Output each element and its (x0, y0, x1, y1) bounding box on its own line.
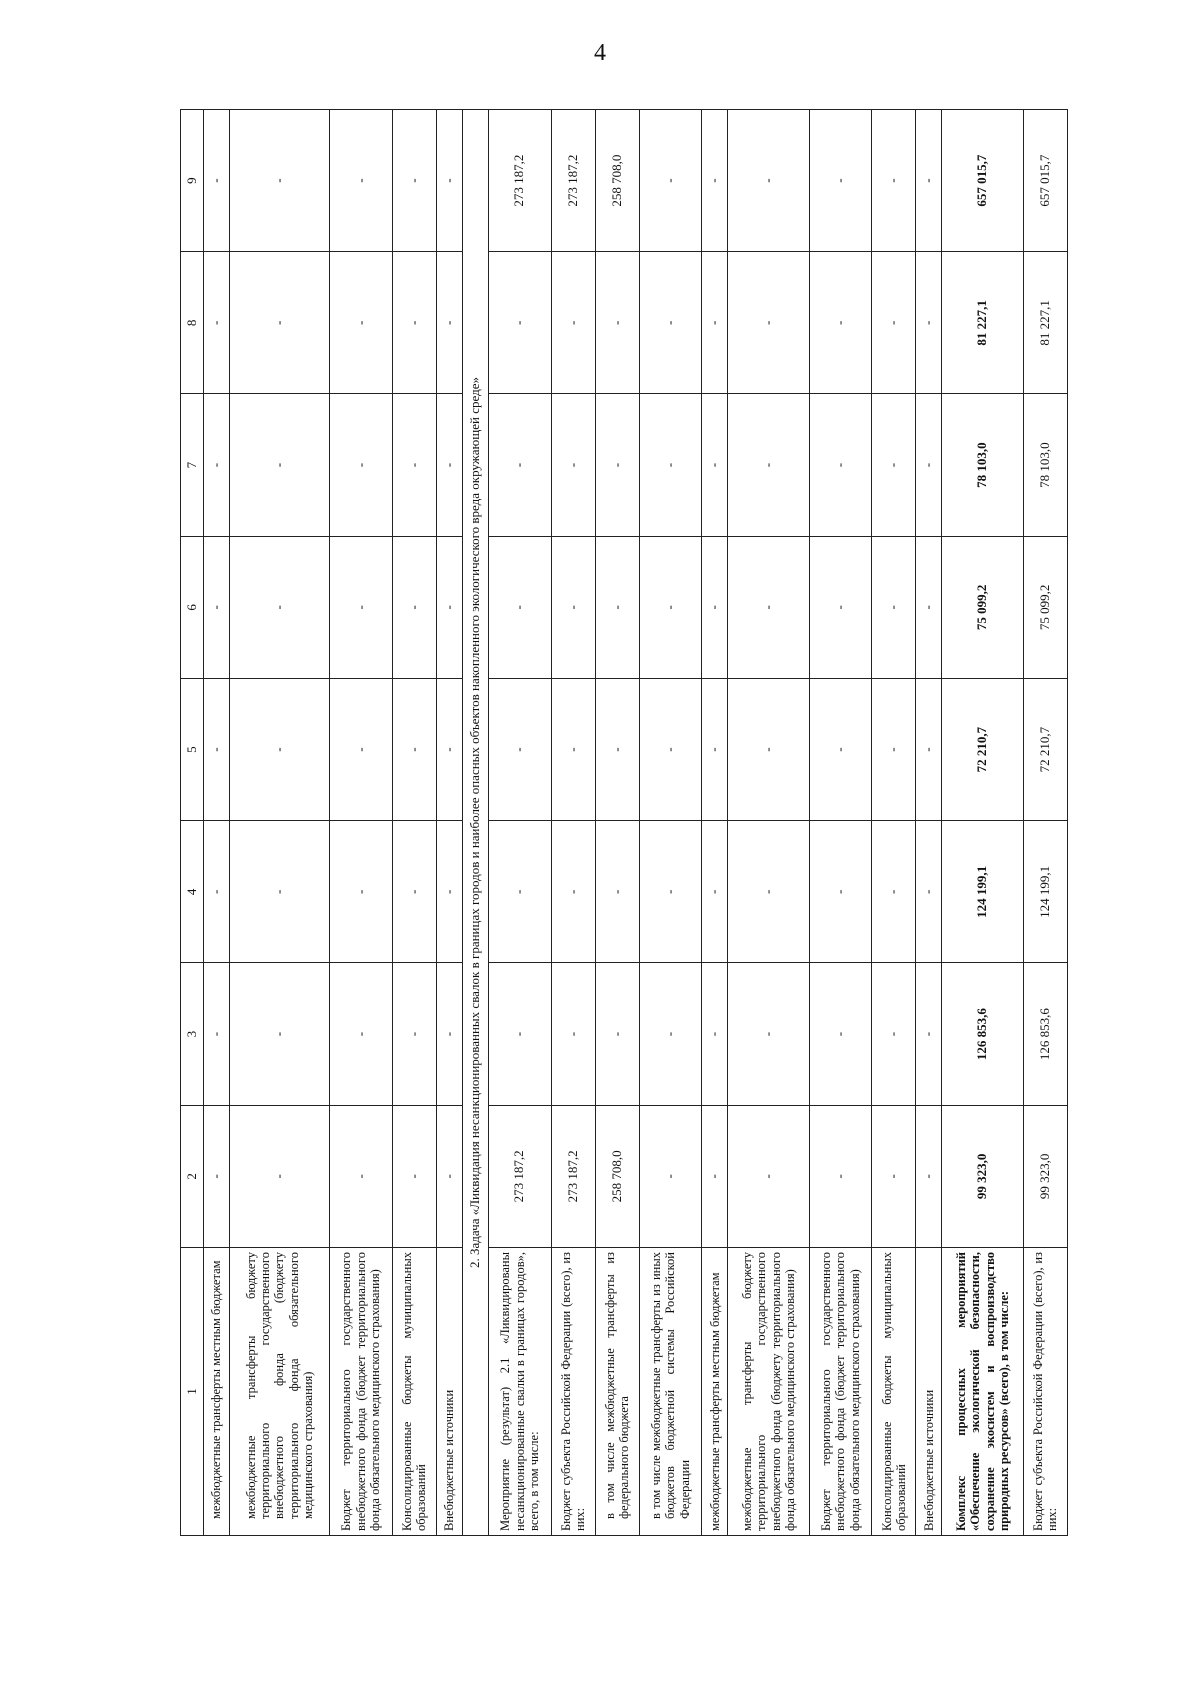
table-body-top (204, 110, 463, 1536)
row-label: межбюджетные трансферты местным бюджетам (204, 1248, 230, 1536)
value-cell: - (595, 963, 639, 1105)
value-cell: - (551, 252, 595, 394)
value-cell: - (809, 679, 872, 821)
row-label: Консолидированные бюджеты муниципальных образований (872, 1248, 916, 1536)
table-row (702, 110, 728, 1536)
value-cell: - (436, 536, 462, 678)
value-cell: - (639, 679, 702, 821)
row-label: в том числе межбюджетные трансферты из иных бюджетов бюджетной системы Российской Федерации (639, 1248, 702, 1536)
value-cell: - (330, 1105, 393, 1247)
value-cell: - (488, 536, 551, 678)
value-cell: - (204, 536, 230, 678)
value-cell: - (551, 679, 595, 821)
value-cell: 126 853,6 (942, 963, 1023, 1105)
col-header: 4 (181, 821, 204, 963)
value-cell: - (488, 821, 551, 963)
value-cell: - (639, 394, 702, 536)
value-cell: - (488, 679, 551, 821)
value-cell: 258 708,0 (595, 1105, 639, 1247)
rotated-table-wrapper (180, 109, 1068, 1536)
page-number: 4 (594, 40, 606, 66)
value-cell: - (595, 679, 639, 821)
value-cell: - (204, 963, 230, 1105)
value-cell: 657 015,7 (1023, 110, 1067, 252)
value-cell: - (916, 1105, 942, 1247)
row-label: Комплекс процессных мероприятий «Обеспечение экологической безопасности, сохранение экосистем и воспроизводство природных ресурсов» (всего), в том числе: (942, 1248, 1023, 1536)
value-cell: - (728, 536, 809, 678)
value-cell: - (872, 963, 916, 1105)
value-cell: - (330, 679, 393, 821)
value-cell: - (436, 394, 462, 536)
value-cell: - (392, 252, 436, 394)
value-cell: - (595, 821, 639, 963)
row-label: межбюджетные трансферты местным бюджетам (702, 1248, 728, 1536)
value-cell: - (330, 252, 393, 394)
row-label: Бюджет территориального государственного внебюджетного фонда (бюджет территориального фонда обязательного медицинского страхования) (809, 1248, 872, 1536)
table-row (942, 110, 1023, 1536)
value-cell: - (728, 821, 809, 963)
value-cell: - (229, 1105, 329, 1247)
value-cell: 81 227,1 (942, 252, 1023, 394)
value-cell: - (330, 536, 393, 678)
row-label: межбюджетные трансферты бюджету территориального государственного внебюджетного фонда (бюджету территориального фонда обязательного медицинского страхования) (229, 1248, 329, 1536)
value-cell: - (702, 110, 728, 252)
row-label: Бюджет субъекта Российской Федерации (всего), из них: (551, 1248, 595, 1536)
value-cell: - (872, 821, 916, 963)
value-cell: - (488, 252, 551, 394)
value-cell: 99 323,0 (1023, 1105, 1067, 1247)
value-cell: - (639, 963, 702, 1105)
value-cell: 78 103,0 (1023, 394, 1067, 536)
value-cell: - (872, 536, 916, 678)
value-cell: - (728, 252, 809, 394)
value-cell: - (204, 679, 230, 821)
table-row (392, 110, 436, 1536)
value-cell: 75 099,2 (1023, 536, 1067, 678)
value-cell: - (872, 252, 916, 394)
value-cell: - (809, 1105, 872, 1247)
value-cell: - (639, 252, 702, 394)
value-cell: - (916, 963, 942, 1105)
value-cell: - (728, 110, 809, 252)
value-cell: 72 210,7 (1023, 679, 1067, 821)
value-cell: - (436, 963, 462, 1105)
value-cell: - (595, 536, 639, 678)
table-row (872, 110, 916, 1536)
value-cell: - (916, 252, 942, 394)
value-cell: - (728, 1105, 809, 1247)
task-heading-body (462, 110, 488, 1536)
value-cell: - (702, 536, 728, 678)
value-cell: - (551, 821, 595, 963)
value-cell: - (728, 679, 809, 821)
value-cell: - (702, 821, 728, 963)
value-cell: 273 187,2 (551, 1105, 595, 1247)
value-cell: - (639, 110, 702, 252)
row-label: Консолидированные бюджеты муниципальных образований (392, 1248, 436, 1536)
value-cell: - (229, 394, 329, 536)
value-cell: - (436, 821, 462, 963)
table-row (595, 110, 639, 1536)
value-cell: - (728, 394, 809, 536)
value-cell: - (204, 821, 230, 963)
value-cell: - (488, 963, 551, 1105)
col-header: 9 (181, 110, 204, 252)
table-row (551, 110, 595, 1536)
value-cell: 273 187,2 (551, 110, 595, 252)
value-cell: - (229, 252, 329, 394)
value-cell: 124 199,1 (942, 821, 1023, 963)
value-cell: - (229, 963, 329, 1105)
table-row (728, 110, 809, 1536)
value-cell: - (728, 963, 809, 1105)
value-cell: - (702, 252, 728, 394)
value-cell: - (702, 679, 728, 821)
value-cell: - (551, 536, 595, 678)
value-cell: - (702, 1105, 728, 1247)
table-row (639, 110, 702, 1536)
table-row (809, 110, 872, 1536)
col-header: 5 (181, 679, 204, 821)
value-cell: - (916, 536, 942, 678)
value-cell: - (229, 679, 329, 821)
value-cell: - (229, 821, 329, 963)
col-header: 7 (181, 394, 204, 536)
value-cell: 75 099,2 (942, 536, 1023, 678)
value-cell: 258 708,0 (595, 110, 639, 252)
task-heading-row (462, 110, 488, 1536)
table-row (916, 110, 942, 1536)
value-cell: - (702, 963, 728, 1105)
value-cell: 72 210,7 (942, 679, 1023, 821)
value-cell: - (872, 394, 916, 536)
row-label: Бюджет территориального государственного внебюджетного фонда (бюджет территориального фонда обязательного медицинского страхования) (330, 1248, 393, 1536)
value-cell: - (330, 394, 393, 536)
col-header: 1 (181, 1248, 204, 1536)
budget-table (180, 109, 1068, 1536)
row-label: Внебюджетные источники (436, 1248, 462, 1536)
value-cell: - (436, 679, 462, 821)
row-label: Бюджет субъекта Российской Федерации (всего), из них: (1023, 1248, 1067, 1536)
table-row (1023, 110, 1067, 1536)
value-cell: 657 015,7 (942, 110, 1023, 252)
value-cell: - (392, 1105, 436, 1247)
value-cell: - (809, 110, 872, 252)
value-cell: - (872, 110, 916, 252)
value-cell: 273 187,2 (488, 110, 551, 252)
value-cell: - (916, 821, 942, 963)
value-cell: - (809, 252, 872, 394)
table-row (229, 110, 329, 1536)
row-label: в том числе межбюджетные трансферты из федерального бюджета (595, 1248, 639, 1536)
value-cell: - (392, 110, 436, 252)
value-cell: - (916, 110, 942, 252)
task-heading: 2. Задача «Ликвидация несанкционированных свалок в границах городов и наиболее опасных объектов накопленного экологического вреда окружающей среде» (462, 110, 488, 1536)
value-cell: - (639, 821, 702, 963)
value-cell: - (392, 821, 436, 963)
value-cell: - (639, 536, 702, 678)
value-cell: - (916, 394, 942, 536)
value-cell: - (872, 1105, 916, 1247)
value-cell: - (488, 394, 551, 536)
value-cell: - (330, 821, 393, 963)
value-cell: - (639, 1105, 702, 1247)
value-cell: - (392, 536, 436, 678)
value-cell: - (436, 1105, 462, 1247)
value-cell: - (204, 252, 230, 394)
value-cell: - (204, 110, 230, 252)
row-label: Мероприятие (результат) 2.1 «Ликвидированы несанкционированные свалки в границах городов», всего, в том числе: (488, 1248, 551, 1536)
col-header: 6 (181, 536, 204, 678)
value-cell: - (916, 679, 942, 821)
value-cell: - (872, 679, 916, 821)
value-cell: - (229, 536, 329, 678)
value-cell: - (595, 394, 639, 536)
value-cell: 126 853,6 (1023, 963, 1067, 1105)
table-body-bottom (488, 110, 1067, 1536)
value-cell: - (330, 110, 393, 252)
value-cell: 78 103,0 (942, 394, 1023, 536)
value-cell: - (809, 536, 872, 678)
row-label: Внебюджетные источники (916, 1248, 942, 1536)
column-number-row (181, 110, 204, 1536)
col-header: 3 (181, 963, 204, 1105)
value-cell: - (809, 394, 872, 536)
value-cell: 99 323,0 (942, 1105, 1023, 1247)
value-cell: - (330, 963, 393, 1105)
value-cell: - (809, 821, 872, 963)
value-cell: - (551, 394, 595, 536)
value-cell: - (809, 963, 872, 1105)
table-row (436, 110, 462, 1536)
value-cell: - (392, 394, 436, 536)
value-cell: 124 199,1 (1023, 821, 1067, 963)
value-cell: 81 227,1 (1023, 252, 1067, 394)
value-cell: - (595, 252, 639, 394)
value-cell: - (392, 963, 436, 1105)
value-cell: - (551, 963, 595, 1105)
value-cell: - (392, 679, 436, 821)
value-cell: - (229, 110, 329, 252)
table-row (488, 110, 551, 1536)
value-cell: 273 187,2 (488, 1105, 551, 1247)
row-label: межбюджетные трансферты бюджету территориального государственного внебюджетного фонда (бюджету территориального фонда обязательного медицинского страхования) (728, 1248, 809, 1536)
col-header: 8 (181, 252, 204, 394)
col-header: 2 (181, 1105, 204, 1247)
value-cell: - (436, 110, 462, 252)
value-cell: - (436, 252, 462, 394)
value-cell: - (204, 394, 230, 536)
table-row (204, 110, 230, 1536)
table-row (330, 110, 393, 1536)
value-cell: - (702, 394, 728, 536)
value-cell: - (204, 1105, 230, 1247)
